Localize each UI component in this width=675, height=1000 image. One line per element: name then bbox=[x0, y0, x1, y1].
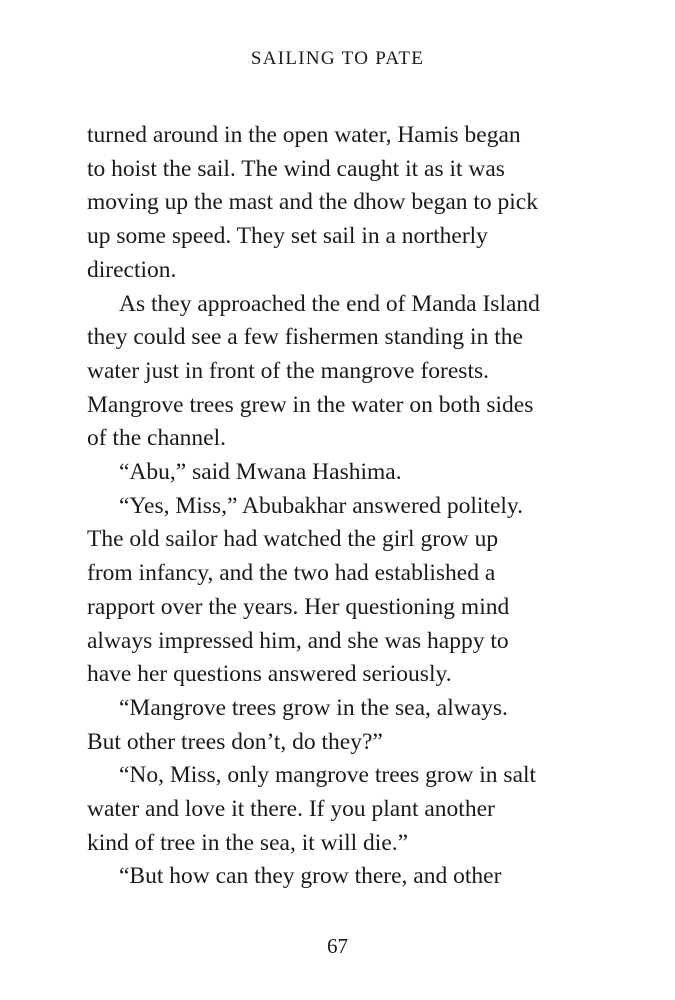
page-number: 67 bbox=[327, 934, 348, 958]
text-line: turned around in the open water, Hamis began bbox=[87, 122, 521, 148]
running-head: SAILING TO PATE bbox=[250, 48, 425, 69]
text-line: kind of tree in the sea, it will die.” bbox=[87, 829, 409, 856]
text-line: up some speed. They set sail in a northerly bbox=[87, 223, 488, 250]
text-line: “But how can they grow there, and other bbox=[119, 863, 502, 890]
text-line: of the channel. bbox=[87, 425, 226, 452]
text-line: they could see a few fishermen standing in the bbox=[87, 324, 523, 351]
text-line: water and love it there. If you plant another bbox=[87, 796, 495, 823]
text-line: from infancy, and the two had established a bbox=[87, 560, 496, 587]
text-line: “Yes, Miss,” Abubakhar answered politely. bbox=[119, 492, 524, 519]
text-line: to hoist the sail. The wind caught it as it was bbox=[87, 155, 505, 182]
body-text bbox=[87, 119, 587, 894]
text-line: direction. bbox=[87, 256, 177, 283]
text-line: moving up the mast and the dhow began to pick bbox=[87, 189, 538, 216]
text-line: “Abu,” said Mwana Hashima. bbox=[119, 459, 402, 486]
text-line: As they approached the end of Manda Island bbox=[119, 290, 540, 317]
text-line: Mangrove trees grew in the water on both sides bbox=[87, 391, 534, 418]
text-line: But other trees don’t, do they?” bbox=[87, 728, 383, 755]
text-line: have her questions answered seriously. bbox=[87, 661, 452, 688]
text-line: “Mangrove trees grow in the sea, always. bbox=[119, 694, 508, 721]
text-line: rapport over the years. Her questioning mind bbox=[87, 593, 510, 620]
text-line: The old sailor had watched the girl grow up bbox=[87, 526, 499, 553]
text-line: always impressed him, and she was happy to bbox=[87, 627, 509, 654]
text-line: “No, Miss, only mangrove trees grow in salt bbox=[119, 762, 537, 789]
text-line: water just in front of the mangrove forests. bbox=[87, 357, 490, 384]
